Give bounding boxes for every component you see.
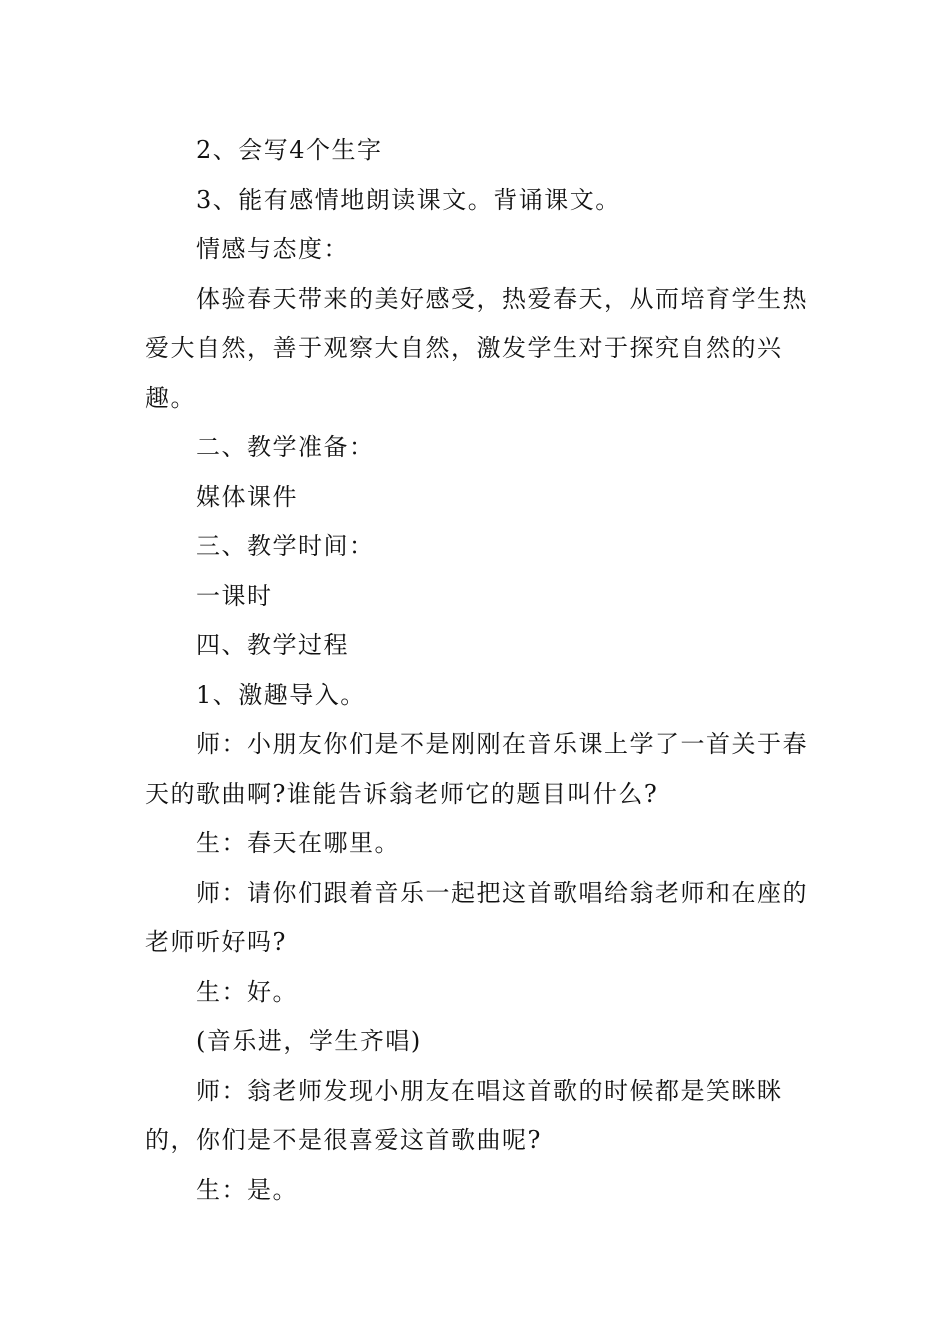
paragraph-goal-write: 2、会写4个生字 (196, 136, 383, 164)
paragraph-time-body: 一课时 (196, 581, 273, 610)
dialogue-line: 生：春天在哪里。 (196, 829, 400, 857)
paragraph-preparation-heading: 二、教学准备： (196, 433, 375, 461)
paragraph-process-heading: 四、教学过程 (196, 631, 349, 659)
paragraph-intro-step: 1、激趣导入。 (196, 680, 366, 709)
stage-direction: (音乐进，学生齐唱) (196, 1027, 422, 1055)
document-body (145, 126, 810, 1215)
dialogue-line: 生：好。 (196, 977, 298, 1006)
dialogue-line: 师：翁老师发现小朋友在唱这首歌的时候都是笑眯眯的，你们是不是很喜爱这首歌曲呢? (145, 1076, 783, 1154)
paragraph-goal-read: 3、能有感情地朗读课文。背诵课文。 (196, 185, 621, 214)
dialogue-line: 师：请你们跟着音乐一起把这首歌唱给翁老师和在座的老师听好吗? (145, 878, 808, 956)
paragraph-time-heading: 三、教学时间： (196, 532, 375, 560)
paragraph-preparation-body: 媒体课件 (196, 482, 298, 511)
dialogue-line: 生：是。 (196, 1175, 298, 1204)
paragraph-emotion-body: 体验春天带来的美好感受，热爱春天，从而培育学生热爱大自然，善于观察大自然，激发学生对于探究自然的兴趣。 (145, 284, 808, 412)
paragraph-emotion-heading: 情感与态度： (196, 235, 349, 263)
dialogue-line: 师：小朋友你们是不是刚刚在音乐课上学了一首关于春天的歌曲啊?谁能告诉翁老师它的题目叫什么? (145, 730, 808, 808)
